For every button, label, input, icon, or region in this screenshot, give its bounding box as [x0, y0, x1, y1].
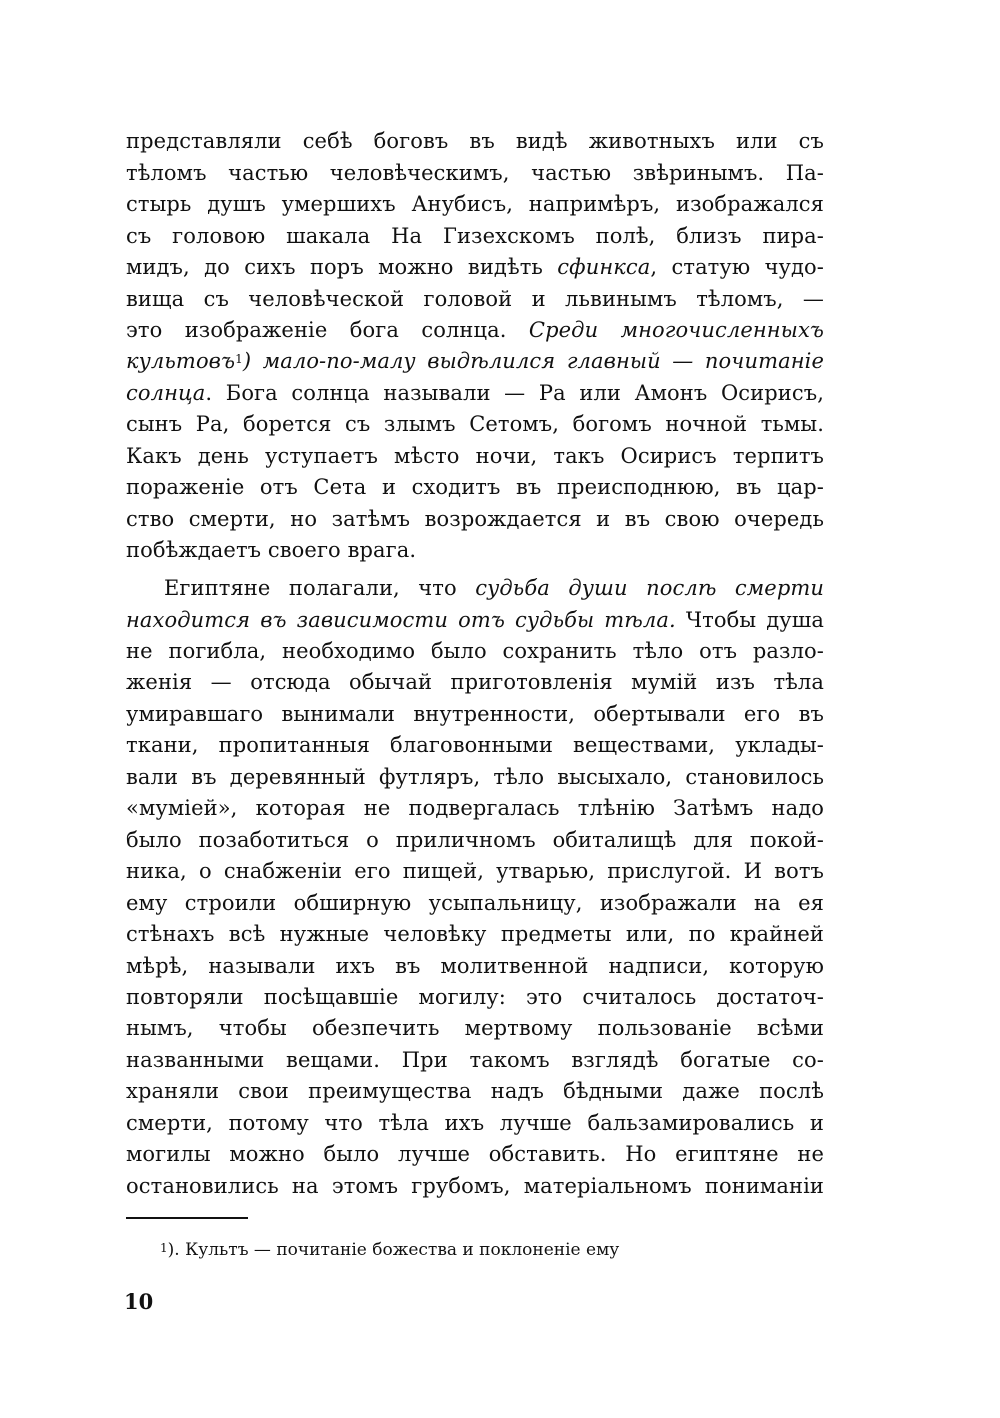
text-segment: . Бога солнца называли — Ра или Амонъ Осирисъ,: [205, 381, 824, 405]
text-line: [126, 252, 824, 282]
footnote-ref: 1: [235, 352, 243, 366]
text-line: [164, 573, 824, 603]
text-line: женiя — отсюда обычай приготовленiя мумiй изъ тѣла: [126, 670, 824, 694]
footnote-marker: 1: [160, 1241, 168, 1255]
text-line: стырь душъ умершихъ Анубисъ, напримѣръ, изображался: [126, 192, 824, 216]
footnote-divider: [126, 1217, 248, 1219]
text-line: [126, 315, 824, 345]
emphasis-text: находится въ зависимости отъ судьбы тѣла.: [126, 608, 676, 632]
emphasis-text: Среди многочисленныхъ: [528, 318, 824, 342]
text-line: съ головою шакала На Гизехскомъ полѣ, близъ пира-: [126, 224, 824, 248]
text-line: названными вещами. При такомъ взглядѣ богатые со-: [126, 1048, 824, 1072]
emphasis-text: судьба души послѣ смерти: [475, 576, 825, 600]
text-segment: , статую чудо-: [650, 255, 824, 279]
text-segment: это изображенiе бога солнца.: [126, 318, 529, 342]
text-line: Какъ день уступаетъ мѣсто ночи, такъ Осирисъ терпитъ: [126, 444, 824, 468]
text-segment: Египтяне полагали, что: [164, 576, 476, 600]
footnote-text: ). Культъ — почитанiе божества и поклоненiе ему: [167, 1240, 620, 1260]
text-line: сынъ Ра, борется съ злымъ Сетомъ, богомъ ночной тьмы.: [126, 412, 824, 436]
text-line: побѣждаетъ своего врага.: [126, 538, 417, 562]
text-line: [126, 378, 824, 408]
text-line: ему строили обширную усыпальницу, изображали на ея: [126, 891, 824, 915]
text-line: мѣрѣ, называли ихъ въ молитвенной надписи, которую: [126, 954, 824, 978]
emphasis-text: сфинкса: [557, 255, 651, 279]
text-segment: мидъ, до сихъ поръ можно видѣть: [126, 255, 558, 279]
page-number: 10: [124, 1289, 154, 1314]
footnote: [160, 1238, 619, 1262]
emphasis-text: культовъ: [126, 349, 236, 373]
text-line: могилы можно было лучше обставить. Но египтяне не: [126, 1142, 824, 1166]
text-line: стѣнахъ всѣ нужные человѣку предметы или, по крайней: [126, 922, 824, 946]
text-line: повторяли посѣщавшiе могилу: это считалось достаточ-: [126, 985, 824, 1009]
emphasis-text: ) мало-по-малу выдѣлился главный — почитанiе: [242, 349, 824, 373]
text-line: пораженiе отъ Сета и сходитъ въ преисподнюю, въ цар-: [126, 475, 824, 499]
text-line: «мумiей», которая не подвергалась тлѣнiю Затѣмъ надо: [126, 796, 824, 820]
text-line: [126, 346, 824, 376]
text-line: представляли себѣ боговъ въ видѣ животныхъ или съ: [126, 129, 824, 153]
text-line: не погибла, необходимо было сохранить тѣло отъ разло-: [126, 639, 824, 663]
text-line: храняли свои преимущества надъ бѣдными даже послѣ: [126, 1079, 824, 1103]
text-line: [126, 605, 824, 635]
emphasis-text: солнца: [126, 381, 206, 405]
text-line: остановились на этомъ грубомъ, матерiальномъ пониманiи: [126, 1174, 824, 1198]
text-line: было позаботиться о приличномъ обиталищѣ для покой-: [126, 828, 824, 852]
text-line: вища съ человѣческой головой и львинымъ тѣломъ, —: [126, 287, 824, 311]
text-line: умиравшаго вынимали внутренности, обертывали его въ: [126, 702, 824, 726]
text-line: ство смерти, но затѣмъ возрождается и въ свою очередь: [126, 507, 824, 531]
text-segment: Чтобы душа: [675, 608, 824, 632]
text-line: смерти, потому что тѣла ихъ лучше бальзамировались и: [126, 1111, 824, 1135]
text-line: тѣломъ частью человѣческимъ, частью звѣринымъ. Па-: [126, 161, 824, 185]
text-line: ткани, пропитанныя благовонными веществами, уклады-: [126, 733, 824, 757]
text-line: ника, о снабженiи его пищей, утварью, прислугой. И вотъ: [126, 859, 824, 883]
text-line: нымъ, чтобы обезпечить мертвому пользованiе всѣми: [126, 1016, 824, 1040]
text-line: вали въ деревянный футляръ, тѣло высыхало, становилось: [126, 765, 824, 789]
